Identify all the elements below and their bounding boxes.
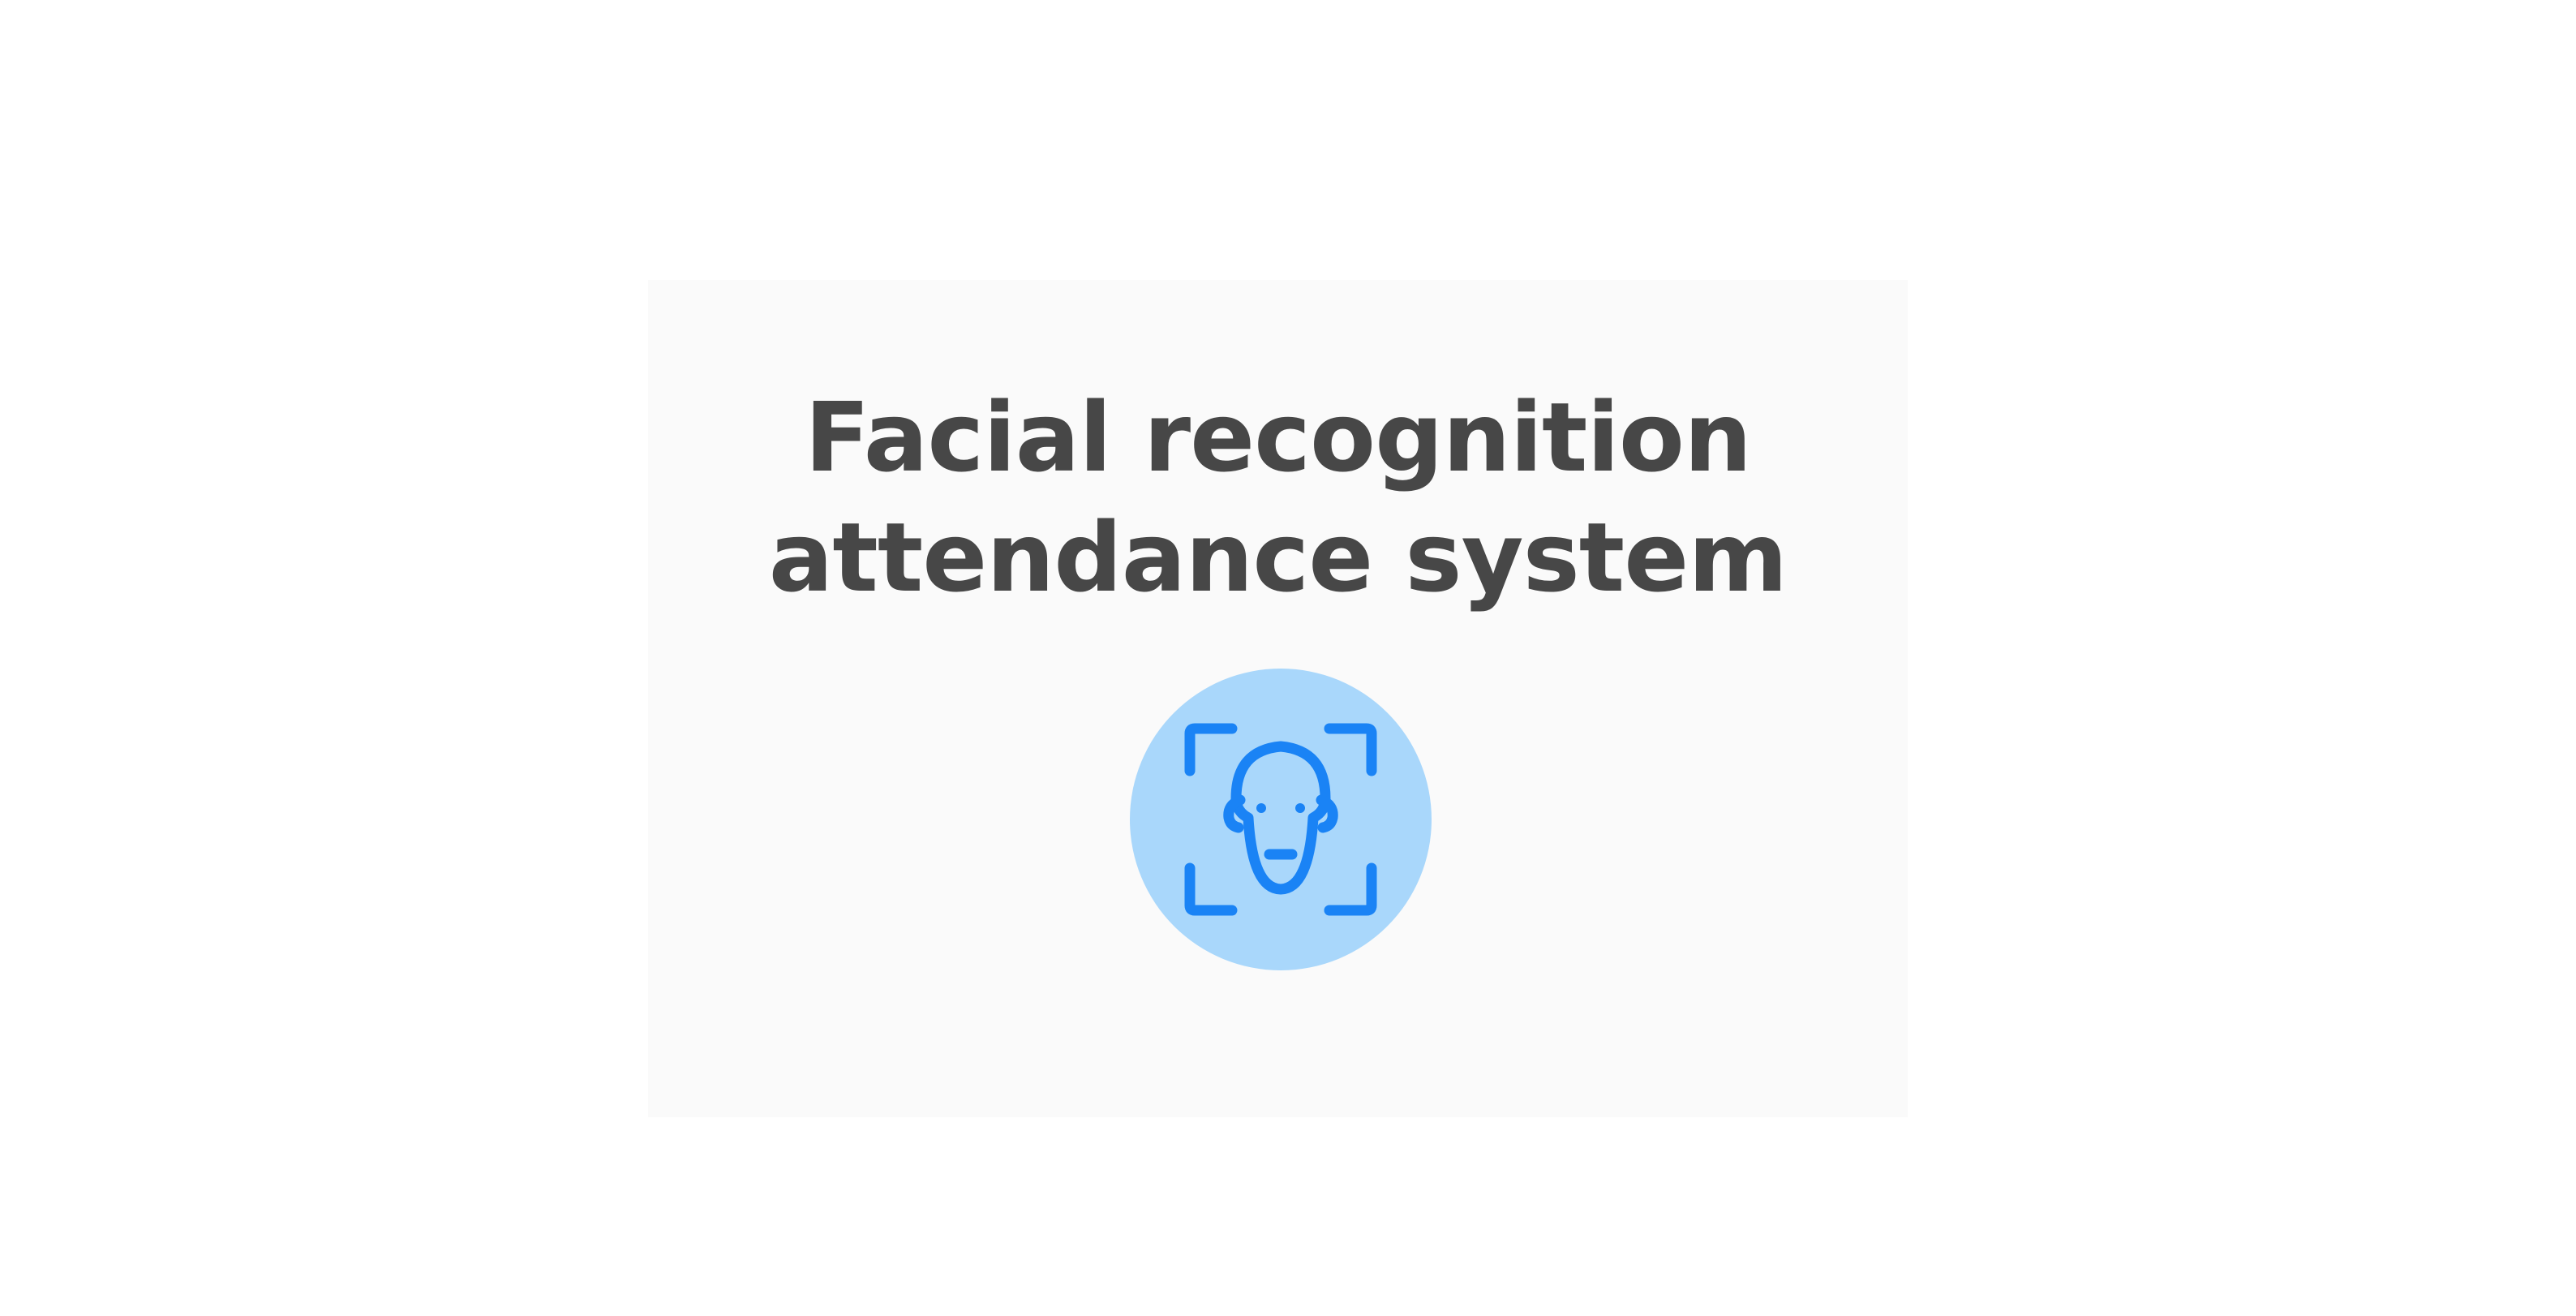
face-recognition-icon: [1183, 722, 1378, 917]
left-eye: [1256, 803, 1266, 813]
icon-badge: [1130, 669, 1432, 970]
head-outline: [1236, 746, 1325, 889]
scan-corner-top-left: [1190, 729, 1232, 771]
feature-card: [648, 280, 1908, 1117]
card-title-line-1: Facial recognition: [805, 381, 1751, 493]
right-eye: [1295, 803, 1305, 813]
scan-corner-bottom-right: [1329, 868, 1372, 910]
card-title-line-2: attendance system: [768, 501, 1788, 613]
scan-corner-top-right: [1329, 729, 1372, 771]
scan-corner-bottom-left: [1190, 868, 1232, 910]
card-title: [648, 377, 1908, 617]
